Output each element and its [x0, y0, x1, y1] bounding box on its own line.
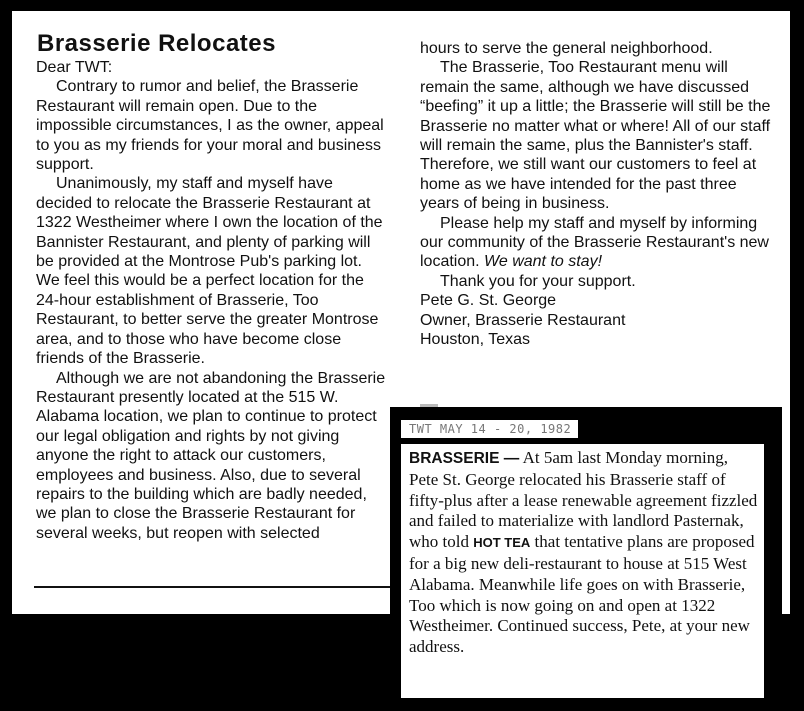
clipping-headline: BRASSERIE — — [409, 450, 520, 467]
clipping-text-b: that tentative plans are proposed for a big new deli-restaurant to house at 515 West Alabama. Meanwhile life goes on with Brasserie, Too which is now going on and open at 1322 Westheimer. Continued success, Pete, at your new address. — [409, 532, 755, 657]
clipping-text-a: At 5am last Monday morning, Pete St. George relocated his Brasserie staff of fifty-plus after a lease renewable agreement fizzled and failed to materialize with landlord Pasternak, who told — [409, 448, 758, 552]
signature-title: Owner, Brasserie Restaurant — [420, 311, 626, 329]
letter-paragraph-5 — [420, 214, 776, 272]
letter-paragraph-2: Unanimously, my staff and myself have decided to relocate the Brasserie Restaurant at 1322 Westheimer where I own the location of the Bannister Restaurant, and plenty of parking will be provided at the Montrose Pub's parking lot. We feel this would be a perfect location for the 24-hour establishment of Brasserie, Too Restaurant, to better serve the greater Montrose area, and to those who have become close friends of the Brasserie. — [36, 175, 383, 368]
salutation: Dear TWT: — [36, 59, 113, 76]
letter-paragraph-3-continued: hours to serve the general neighborhood. — [420, 40, 713, 57]
letter-paragraph-4: The Brasserie, Too Restaurant menu will remain the same, although we have discussed “beefing” it up a little; the Brasserie will still be the Brasserie no matter what or where! All of our staff will remain the same, plus the Bannister's staff. Therefore, we still want our customers to feel at home as we have intended for the past three years of being in business. — [420, 59, 771, 213]
letter-column-left — [36, 58, 388, 543]
letter-paragraph-3: Although we are not abandoning the Brasserie Restaurant presently located at the 515 W. Alabama location, we plan to continue to protect our legal obligation and rights by not giving anyone the right to attack our customers, employees and business. Also, due to several repairs to the building which are badly needed, we plan to close the Brasserie Restaurant for several weeks, but reopen with selected — [36, 369, 386, 542]
letter-column-right — [420, 39, 776, 350]
letter-paragraph-5-text: Please help my staff and myself by informing our community of the Brasserie Restaurant's new location. — [420, 214, 769, 271]
clipping-text — [409, 448, 761, 658]
signature-city: Houston, Texas — [420, 331, 530, 349]
signature-name: Pete G. St. George — [420, 292, 557, 310]
date-stamp: TWT MAY 14 - 20, 1982 — [409, 422, 572, 436]
hot-tea-label: HOT TEA — [473, 535, 531, 551]
letter-emphasis: We want to stay! — [484, 253, 603, 271]
column-rule — [34, 586, 392, 588]
letter-closing: Thank you for your support. — [440, 272, 636, 290]
letter-paragraph-1: Contrary to rumor and belief, the Brasserie Restaurant will remain open. Due to the impossible circumstances, I as the owner, appeal to you as my friends for your moral and business support. — [36, 78, 384, 174]
letter-title: Brasserie Relocates — [37, 30, 276, 57]
